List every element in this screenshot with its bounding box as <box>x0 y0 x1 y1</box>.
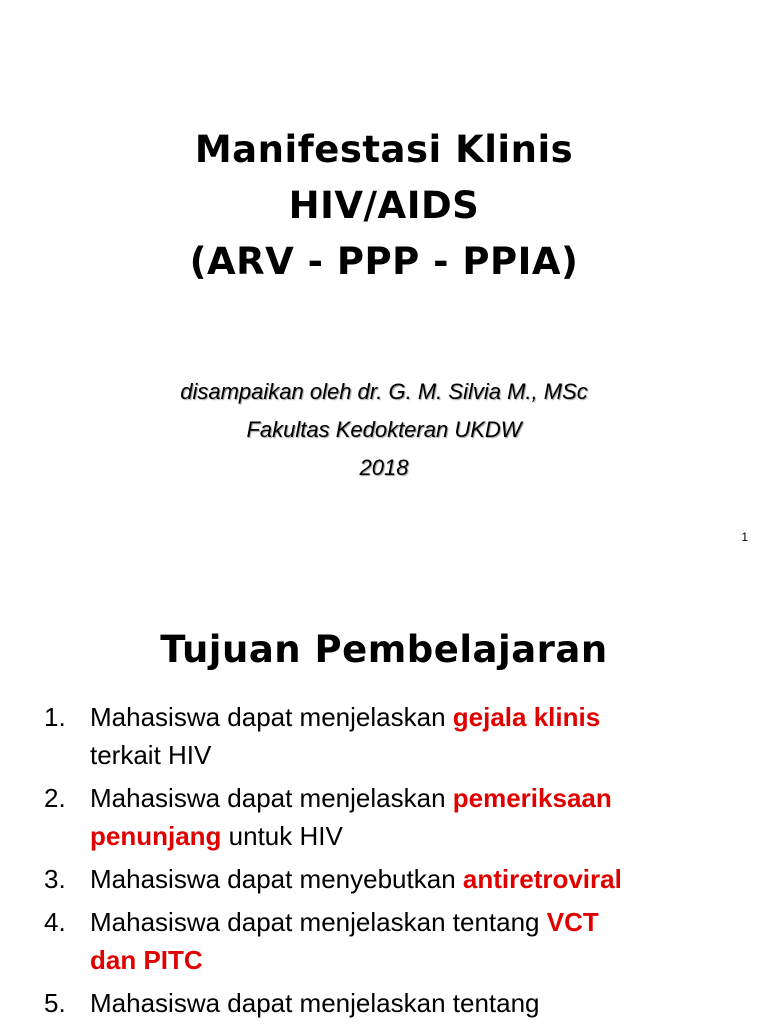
presenter-block <box>0 373 768 487</box>
institution: Fakultas Kedokteran UKDW <box>246 417 522 442</box>
item-text: Mahasiswa dapat menjelaskan tentang <box>90 988 540 1018</box>
item-number: 1. <box>44 702 66 732</box>
highlight-text: pemeriksaan <box>452 783 612 813</box>
highlight-text: dan PITC <box>90 945 203 975</box>
list-item <box>44 698 744 774</box>
highlight-text: antiretroviral <box>462 864 622 894</box>
item-number: 3. <box>44 864 66 894</box>
presenter-name: disampaikan oleh dr. G. M. Silvia M., MSc <box>180 379 588 404</box>
item-text: Mahasiswa dapat menjelaskan tentang VCT dan PITC <box>90 907 599 975</box>
item-text: Mahasiswa dapat menyebutkan antiretroviral <box>90 864 622 894</box>
list-item <box>44 984 744 1022</box>
slide-title <box>0 122 768 290</box>
objectives-list <box>44 698 744 1027</box>
item-number: 2. <box>44 783 66 813</box>
item-text: Mahasiswa dapat menjelaskan pemeriksaan penunjang untuk HIV <box>90 783 612 851</box>
highlight-text: penunjang <box>90 821 222 851</box>
learning-objectives-title: Tujuan Pembelajaran <box>160 628 608 671</box>
highlight-text: gejala klinis <box>452 702 601 732</box>
title-line-2: HIV/AIDS <box>288 184 480 227</box>
item-number: 4. <box>44 907 66 937</box>
title-line-1: Manifestasi Klinis <box>194 128 574 171</box>
list-item <box>44 779 744 855</box>
list-item <box>44 860 744 898</box>
item-number: 5. <box>44 988 66 1018</box>
year: 2018 <box>359 455 409 480</box>
item-text: Mahasiswa dapat menjelaskan gejala klinis terkait HIV <box>90 702 601 770</box>
title-line-3: (ARV - PPP - PPIA) <box>189 240 579 283</box>
highlight-text: VCT <box>546 907 599 937</box>
list-item <box>44 903 744 979</box>
page-number: 1 <box>741 530 748 544</box>
